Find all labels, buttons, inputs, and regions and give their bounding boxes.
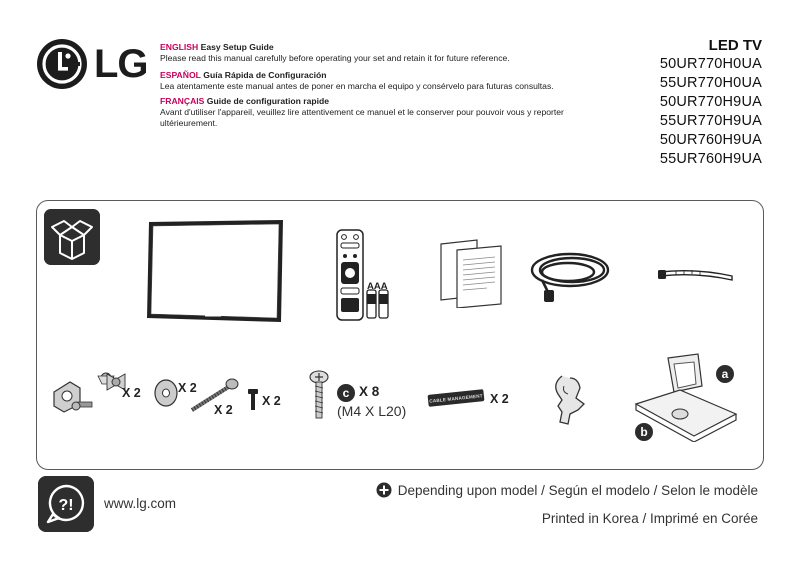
product-type: LED TV	[708, 37, 762, 54]
nut-quantity: X 2	[122, 386, 141, 400]
cable-clip-illustration	[548, 372, 594, 428]
website-link[interactable]: www.lg.com	[104, 496, 177, 511]
intro-text: Lea atentamente este manual antes de poner en marcha el equipo y consérvelo para futuras consultas.	[160, 81, 554, 91]
language-label: ENGLISH	[160, 42, 199, 52]
callout-a: a	[716, 365, 734, 383]
remote-control-illustration	[333, 228, 393, 322]
battery-label: AAA	[367, 281, 388, 292]
screw-quantity: X 8	[359, 384, 380, 399]
title-block	[660, 36, 762, 169]
intro-english	[160, 42, 630, 64]
washer-illustration	[152, 378, 180, 408]
guide-title: Guía Rápida de Configuración	[203, 70, 327, 80]
callout-b: b	[635, 423, 653, 441]
short-screw-quantity: X 2	[262, 394, 281, 408]
cable-holder-label: CABLE MANAGEMENT	[428, 389, 485, 407]
power-cord-illustration	[528, 246, 614, 306]
lg-logo-icon	[36, 38, 88, 90]
washer-quantity: X 2	[178, 381, 197, 395]
model-number: 50UR770H0UA	[659, 56, 762, 72]
language-label: ESPAÑOL	[160, 70, 201, 80]
printed-in-text: Printed in Korea / Imprimé en Corée	[541, 511, 758, 526]
model-number: 50UR760H9UA	[659, 132, 762, 148]
guide-title: Guide de configuration rapide	[206, 96, 330, 106]
model-note	[376, 482, 758, 498]
intro-spanish	[160, 70, 630, 92]
manuals-illustration	[437, 238, 507, 308]
tv-illustration	[145, 218, 285, 328]
model-number: 55UR770H0UA	[659, 75, 762, 91]
package-contents-icon	[44, 209, 100, 265]
brand-name: LG	[94, 42, 148, 86]
intro-text: Avant d'utiliser l'appareil, veuillez lire attentivement ce manuel et le conserver pour pouvoir vous y reporter ultérieurement.	[160, 107, 564, 128]
help-icon	[38, 476, 94, 532]
language-label: FRANÇAIS	[160, 96, 205, 106]
intro-french	[160, 96, 615, 129]
intro-text: Please read this manual carefully before operating your set and retain it for future reference.	[160, 53, 510, 63]
guide-title: Easy Setup Guide	[200, 42, 274, 52]
model-note-text: Depending upon model / Según el modelo / Selon le modèle	[397, 482, 758, 498]
screw-spec: (M4 X L20)	[337, 403, 407, 419]
model-number: 50UR770H9UA	[659, 94, 762, 110]
callout-c: c	[337, 384, 355, 402]
svg-text:?!: ?!	[58, 497, 74, 514]
cable-holder-quantity: X 2	[490, 392, 509, 406]
cable-tie-illustration	[656, 264, 736, 286]
short-screw-illustration	[246, 388, 260, 412]
bolt-quantity: X 2	[214, 403, 233, 417]
model-number: 55UR760H9UA	[659, 151, 762, 167]
stand-screw-illustration	[308, 370, 330, 422]
plus-icon	[376, 482, 392, 498]
model-number: 55UR770H9UA	[659, 113, 762, 129]
